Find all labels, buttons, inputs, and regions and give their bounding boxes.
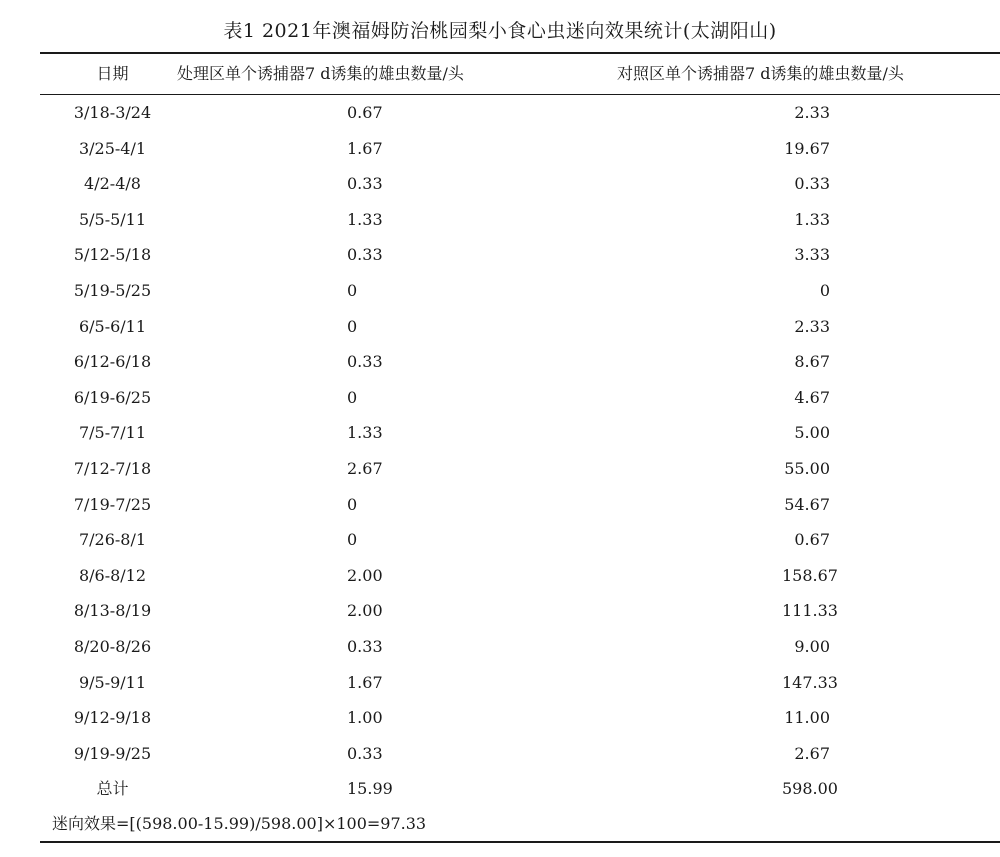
table-row: [40, 309, 1000, 345]
table-row: [40, 593, 1000, 629]
control-cell: 5.00: [794, 423, 830, 443]
treatment-cell: 1.67: [347, 138, 383, 158]
date-cell: 7/12-7/18: [73, 459, 152, 478]
date-cell: 5/19-5/25: [73, 281, 152, 300]
table-row: [40, 237, 1000, 273]
control-cell: 0.33: [794, 174, 830, 194]
date-cell: 6/19-6/25: [73, 387, 152, 407]
table-caption: 表1 2021年澳福姆防治桃园梨小食心虫迷向效果统计(太湖阳山): [223, 20, 777, 42]
date-cell: 9/5-9/11: [78, 672, 147, 692]
table-row: [40, 344, 1000, 380]
date-cell: 8/20-8/26: [73, 637, 152, 656]
table-row: [40, 273, 1000, 309]
control-cell: 11.00: [784, 708, 830, 728]
date-cell: 9/19-9/25: [73, 743, 152, 763]
control-cell: 2.67: [794, 743, 830, 763]
control-cell: 0.67: [794, 530, 830, 550]
treatment-cell: 0.67: [347, 103, 383, 122]
control-cell: 54.67: [784, 494, 830, 514]
date-cell: 7/26-8/1: [78, 530, 147, 550]
treatment-cell: 0.33: [347, 743, 383, 763]
treatment-cell: 0: [347, 387, 358, 407]
date-cell: 8/6-8/12: [78, 565, 147, 585]
treatment-cell: 2.00: [347, 601, 383, 621]
date-cell: 7/5-7/11: [78, 423, 147, 443]
table-row: [40, 131, 1000, 167]
control-cell: 9.00: [794, 637, 830, 656]
control-cell: 158.67: [782, 565, 838, 585]
table-row: [40, 700, 1000, 736]
date-cell: 6/5-6/11: [78, 316, 147, 336]
table-row: [40, 629, 1000, 665]
control-cell: 2.33: [794, 316, 830, 336]
header-treatment: 处理区单个诱捕器7 d诱集的雄虫数量/头: [177, 64, 464, 83]
table-row: [40, 487, 1000, 523]
table-row: [40, 202, 1000, 238]
treatment-cell: 1.00: [347, 708, 383, 728]
date-cell: 9/12-9/18: [73, 708, 152, 728]
treatment-cell: 0.33: [347, 637, 383, 656]
control-cell: 0: [819, 281, 830, 300]
treatment-cell: 0: [347, 530, 358, 550]
treatment-cell: 1.33: [347, 209, 383, 229]
formula-note: 迷向效果=[(598.00-15.99)/598.00]×100=97.33: [52, 814, 427, 833]
control-cell: 19.67: [784, 138, 830, 158]
treatment-cell: 15.99: [347, 779, 393, 799]
treatment-cell: 2.67: [347, 459, 383, 478]
header-control: 对照区单个诱捕器7 d诱集的雄虫数量/头: [617, 64, 904, 83]
table-row: [40, 522, 1000, 558]
treatment-cell: 0: [347, 316, 358, 336]
control-cell: 1.33: [794, 209, 830, 229]
table-row: [40, 451, 1000, 487]
treatment-cell: 0.33: [347, 352, 383, 372]
table-row: [40, 665, 1000, 701]
date-cell: 3/25-4/1: [78, 138, 147, 158]
table-row: [40, 558, 1000, 594]
date-cell: 总计: [96, 779, 129, 799]
date-cell: 5/12-5/18: [73, 245, 152, 265]
table-row: [40, 166, 1000, 202]
control-cell: 147.33: [782, 672, 838, 692]
table-row: [40, 95, 1000, 131]
control-cell: 55.00: [784, 459, 830, 478]
date-cell: 8/13-8/19: [73, 601, 152, 621]
date-cell: 3/18-3/24: [73, 103, 152, 122]
bottom-rule: [40, 841, 1000, 843]
treatment-cell: 1.67: [347, 672, 383, 692]
control-cell: 8.67: [794, 352, 830, 372]
control-cell: 598.00: [782, 779, 838, 799]
treatment-cell: 0: [347, 281, 358, 300]
table-row: [40, 380, 1000, 416]
control-cell: 4.67: [794, 387, 830, 407]
table-row: [40, 415, 1000, 451]
treatment-cell: 0.33: [347, 174, 383, 194]
date-cell: 5/5-5/11: [78, 209, 147, 229]
date-cell: 7/19-7/25: [73, 494, 152, 514]
treatment-cell: 0.33: [347, 245, 383, 265]
control-cell: 3.33: [794, 245, 830, 265]
control-cell: 111.33: [782, 601, 838, 621]
total-row: [40, 771, 1000, 807]
date-cell: 4/2-4/8: [84, 174, 141, 194]
table-row: [40, 736, 1000, 772]
table-header: [40, 56, 1000, 92]
control-cell: 2.33: [794, 103, 830, 122]
top-rule: [40, 52, 1000, 54]
treatment-cell: 2.00: [347, 565, 383, 585]
date-cell: 6/12-6/18: [73, 352, 152, 372]
treatment-cell: 1.33: [347, 423, 383, 443]
header-date: 日期: [96, 64, 129, 83]
treatment-cell: 0: [347, 494, 358, 514]
